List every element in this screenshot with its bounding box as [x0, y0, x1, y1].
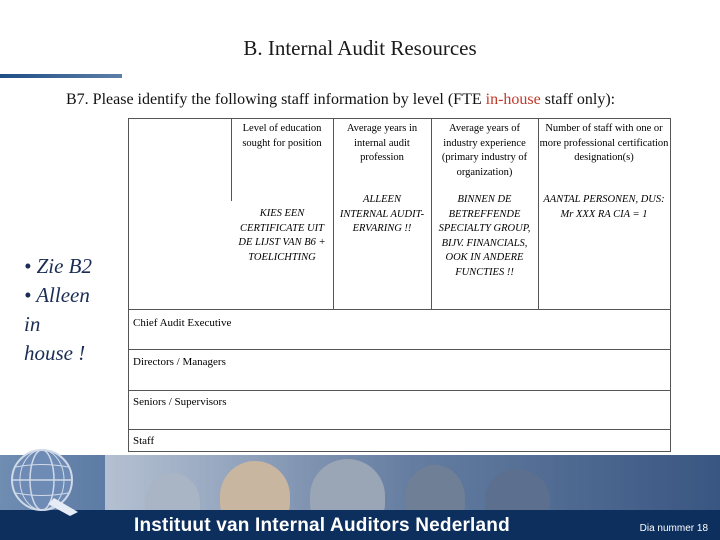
header-education: Level of education sought for position: [242, 123, 322, 149]
hint-years-industry: BINNEN DE BETREFFENDE SPECIALTY GROUP, BIJV. FINANCIALS, OOK IN ANDERE FUNCTIES !!: [438, 194, 531, 278]
grid-line: [129, 429, 670, 430]
staff-info-table: [128, 118, 671, 452]
note-line: in: [24, 312, 41, 336]
row-label-seniors-supervisors: Seniors / Supervisors: [133, 396, 227, 408]
question-highlight: in-house: [485, 91, 541, 108]
iia-globe-logo-icon: [8, 440, 88, 528]
slide-number: Dia nummer 18: [639, 523, 708, 534]
question-part2: staff only):: [540, 91, 616, 108]
question-text: [66, 90, 666, 110]
question-part1: B7. Please identify the following staff information by level (FTE: [66, 91, 486, 108]
header-years-internal-audit: Average years in internal audit profession: [346, 123, 418, 163]
grid-line: [129, 390, 670, 391]
row-label-chief-audit-executive: Chief Audit Executive: [133, 317, 232, 329]
side-note: [24, 252, 134, 368]
hint-years-internal-audit: ALLEEN INTERNAL AUDIT-ERVARING !!: [339, 194, 425, 234]
banner-photo: [105, 455, 720, 518]
hint-education: KIES EEN CERTIFICATE UIT DE LIJST VAN B6 + TOELICHTING: [238, 208, 326, 263]
title-rule: [0, 74, 122, 78]
grid-line: [129, 309, 670, 310]
note-line: house !: [24, 341, 86, 365]
note-line: • Zie B2: [24, 254, 93, 278]
note-line: • Alleen: [24, 283, 90, 307]
row-label-directors-managers: Directors / Managers: [133, 356, 226, 368]
header-years-industry: Average years of industry experience (primary industry of organization): [441, 123, 528, 178]
row-label-staff: Staff: [133, 435, 155, 447]
grid-line: [129, 349, 670, 350]
hint-certification-count: AANTAL PERSONEN, DUS: Mr XXX RA CIA = 1: [543, 194, 665, 220]
organization-name: Instituut van Internal Auditors Nederland: [134, 515, 510, 536]
slide-title: B. Internal Audit Resources: [243, 36, 477, 60]
header-certification-count: Number of staff with one or more professional certification designation(s): [539, 123, 669, 163]
